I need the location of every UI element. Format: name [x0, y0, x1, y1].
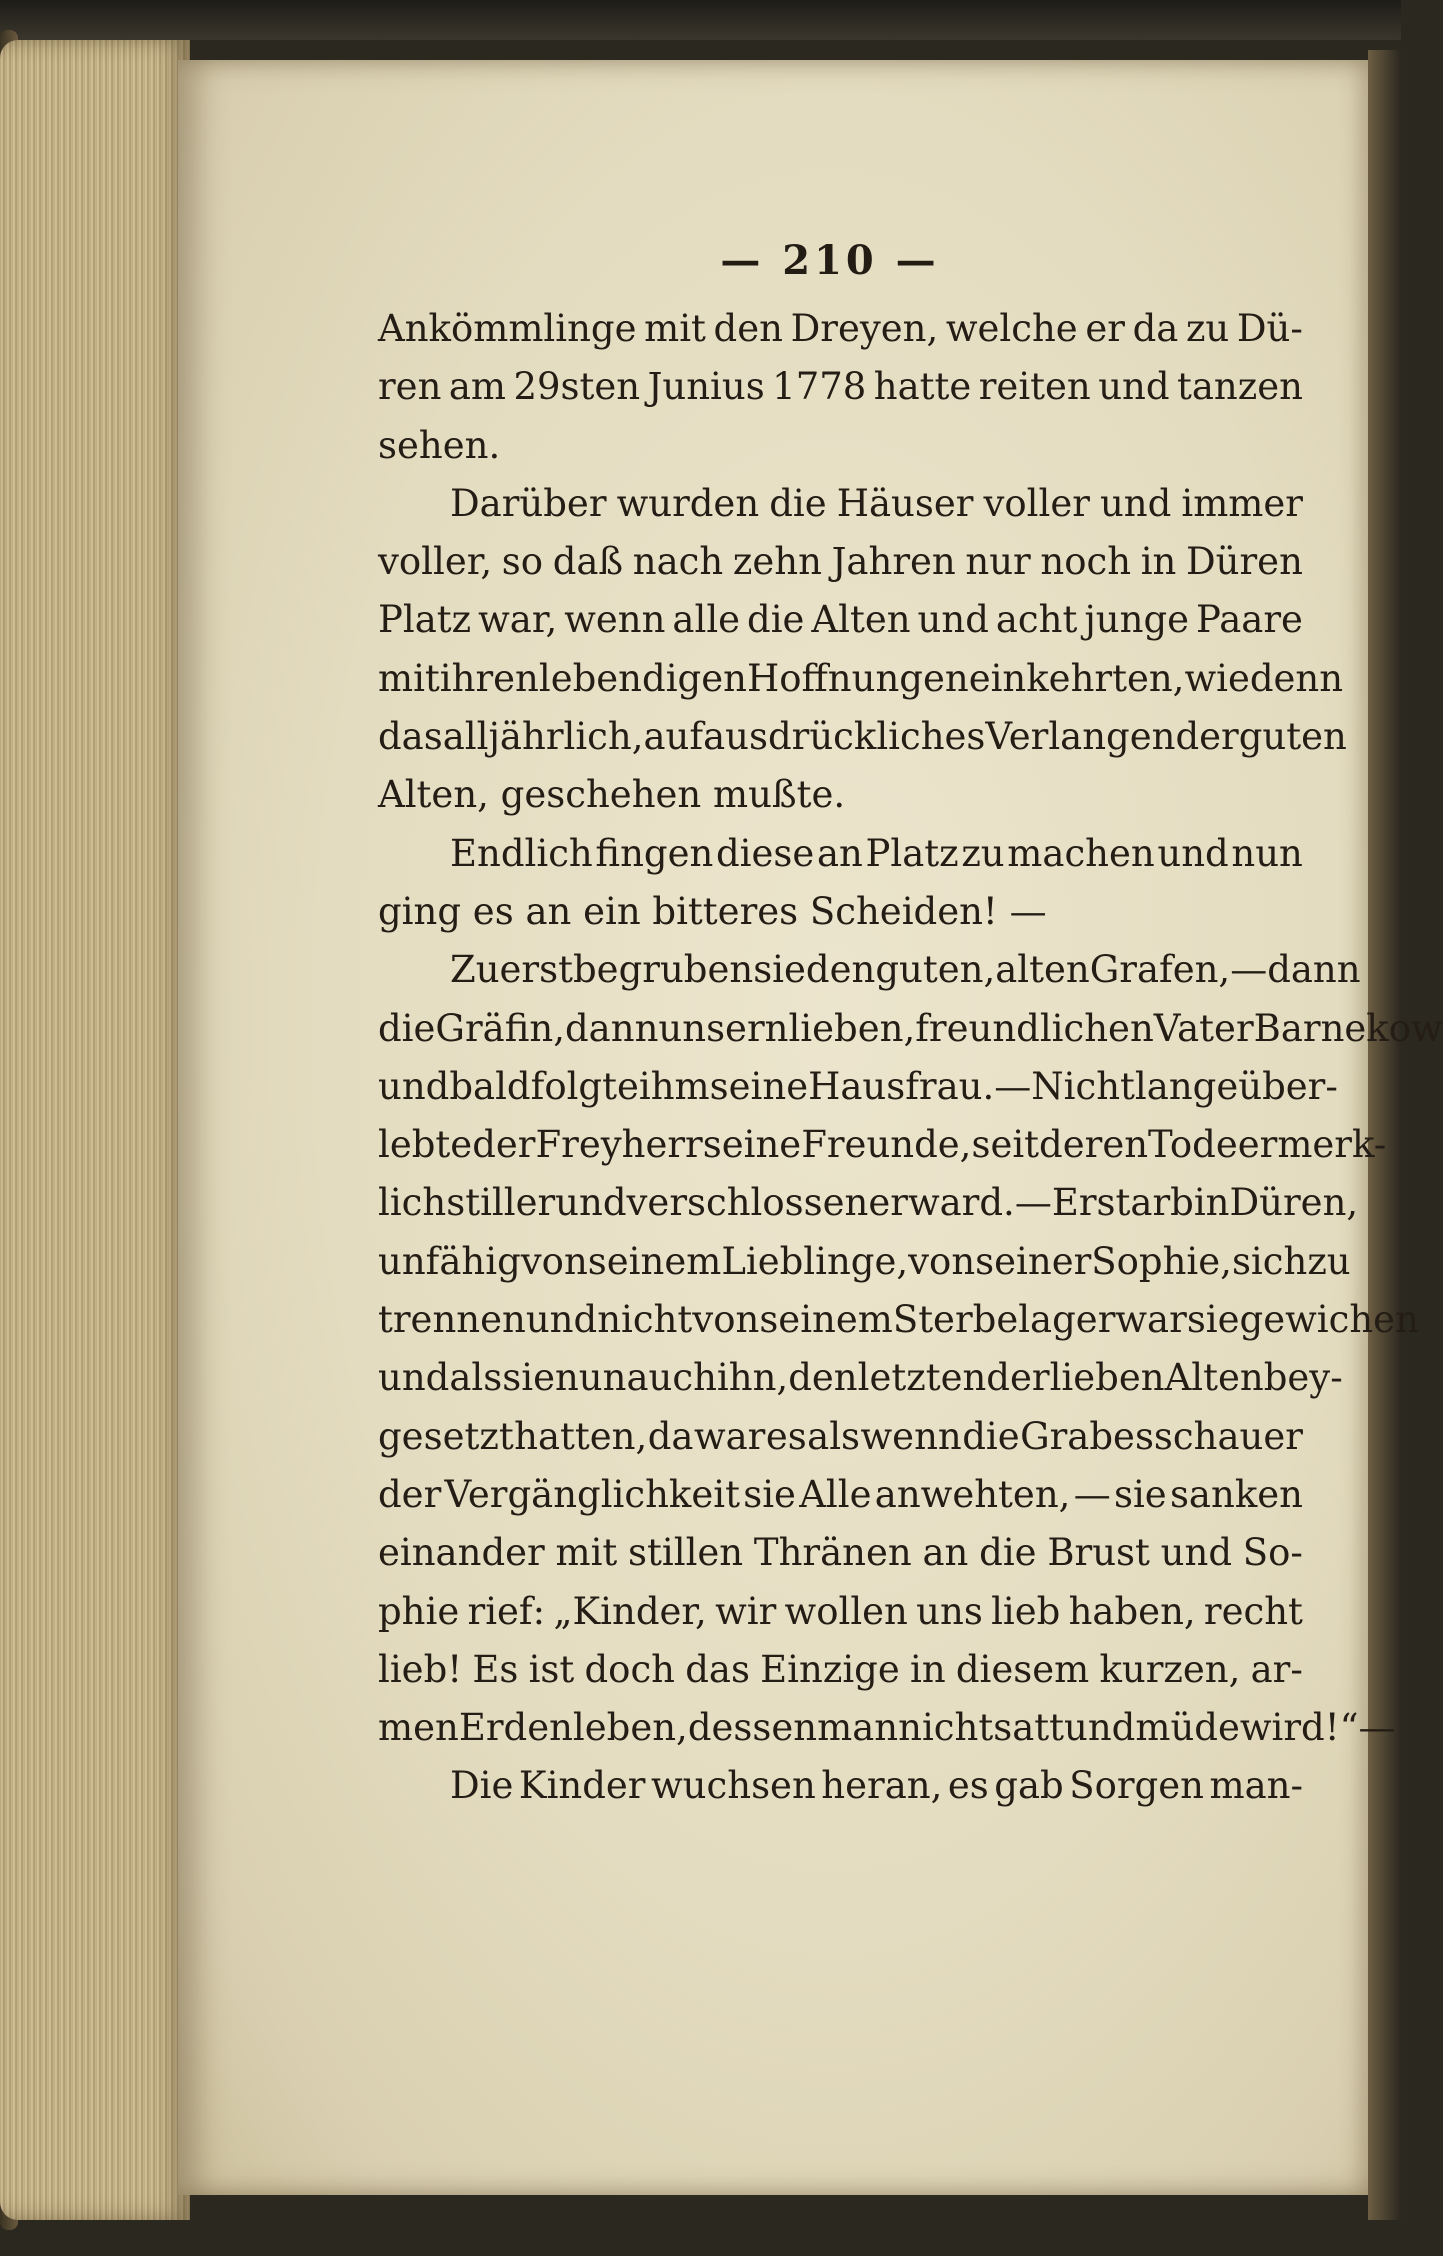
- page-text: [378, 300, 1443, 1816]
- text-line: mit ihren lebendigen Hoffnungen einkehrten, wie denn: [378, 656, 1344, 700]
- text-line: unfähig von seinem Lieblinge, von seiner Sophie, sich zu: [378, 1239, 1351, 1283]
- text-line: gesetzt hatten, da war es als wenn die Grabesschauer: [378, 1414, 1303, 1458]
- text-line: Ankömmlinge mit den Dreyen, welche er da zu Dü-: [378, 307, 1303, 350]
- text-line: Zuerst begruben sie den guten, alten Grafen, — dann: [450, 948, 1361, 992]
- text-line: men Erdenleben, dessen man nicht satt und müde wird!“ —: [378, 1706, 1396, 1750]
- text-line: und als sie nun auch ihn, den letzten der lieben Alten bey-: [378, 1356, 1343, 1400]
- text-line: Die Kinder wuchsen heran, es gab Sorgen man-: [450, 1764, 1303, 1808]
- text-line: lieb! Es ist doch das Einzige in diesem kurzen, ar-: [378, 1647, 1303, 1691]
- text-line: und bald folgte ihm seine Hausfrau. — Nicht lange über-: [378, 1064, 1338, 1108]
- text-line: trennen und nicht von seinem Sterbelager war sie gewichen: [378, 1298, 1419, 1342]
- text-line: phie rief: „Kinder, wir wollen uns lieb haben, recht: [378, 1589, 1303, 1633]
- text-line: der Vergänglichkeit sie Alle anwehten, — sie sanken: [378, 1472, 1303, 1516]
- text-line: lich stiller und verschlossener ward. — Er starb in Düren,: [378, 1181, 1359, 1225]
- text-line: lebte der Freyherr seine Freunde, seit deren Tode er merk-: [378, 1123, 1387, 1167]
- text-line: das alljährlich, auf ausdrückliches Verlangen der guten: [378, 715, 1347, 759]
- text-line: sehen.: [378, 423, 501, 467]
- text-line: ren am 29sten Junius 1778 hatte reiten und tanzen: [378, 365, 1303, 409]
- text-line: voller, so daß nach zehn Jahren nur noch in Düren: [378, 540, 1303, 584]
- scan-background-top: [0, 0, 1401, 40]
- text-line: die Gräfin, dann unsern lieben, freundlichen Vater Barnekow: [378, 1006, 1443, 1050]
- text-line: einander mit stillen Thränen an die Brust und So-: [378, 1531, 1303, 1575]
- text-line: ging es an ein bitteres Scheiden! —: [378, 889, 1047, 933]
- text-line: Darüber wurden die Häuser voller und immer: [450, 481, 1303, 525]
- text-line: Endlich fingen diese an Platz zu machen und nun: [450, 831, 1303, 875]
- text-line: Alten, geschehen mußte.: [378, 773, 846, 817]
- page-number: — 210 —: [720, 236, 940, 284]
- book-page-edges: [0, 40, 190, 2220]
- text-line: Platz war, wenn alle die Alten und acht junge Paare: [378, 598, 1303, 642]
